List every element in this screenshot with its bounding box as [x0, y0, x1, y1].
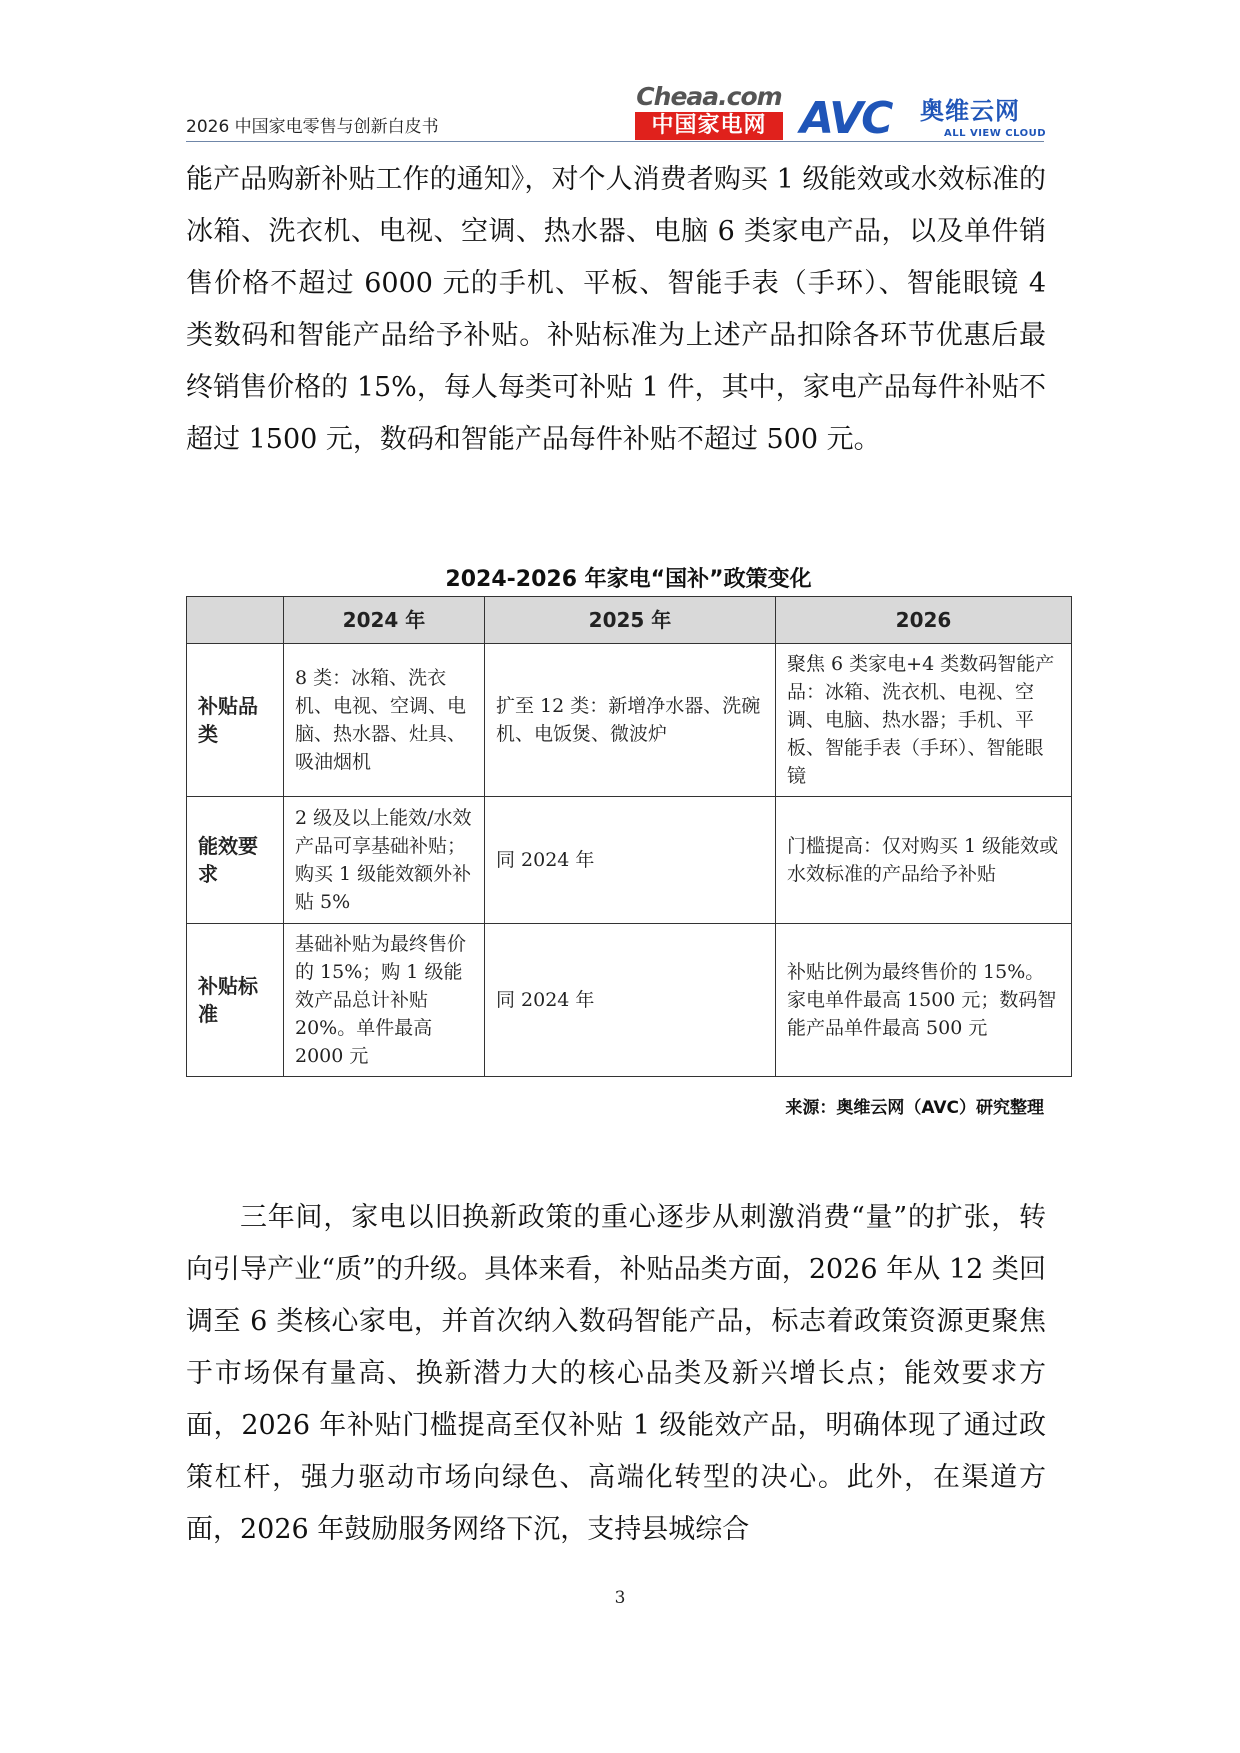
page-number: 3 — [614, 1588, 626, 1608]
cell-2024: 2 级及以上能效/水效产品可享基础补贴；购买 1 级能效额外补贴 5% — [284, 797, 485, 924]
body-paragraph: 能产品购新补贴工作的通知》，对个人消费者购买 1 级能效或水效标准的冰箱、洗衣机、电视、空调、热水器、电脑 6 类家电产品，以及单件销售价格不超过 6000 元的手机、平板、智能手表（手环）、智能眼镜 4 类数码和智能产品给予补贴。补贴标准为上述产品扣除各环节优惠后最终销售价格的 15%，每人每类可补贴 1 件，其中，家电产品每件补贴不超过 1500 元，数码和智能产品每件补贴不超过 500 元。 — [186, 164, 1046, 455]
avc-logo-subtitle: ALL VIEW CLOUD — [944, 128, 1047, 139]
cell-2024: 基础补贴为最终售价的 15%；购 1 级能效产品总计补贴 20%。单件最高 2000 元 — [284, 924, 485, 1077]
cell-2024: 8 类：冰箱、洗衣机、电视、空调、电脑、热水器、灶具、吸油烟机 — [284, 644, 485, 797]
table-header-row — [187, 597, 1072, 644]
table-title: 2024-2026 年家电“国补”政策变化 — [445, 567, 812, 592]
cell-2026: 聚焦 6 类家电+4 类数码智能产品：冰箱、洗衣机、电视、空调、电脑、热水器；手机、平板、智能手表（手环）、智能眼镜 — [776, 644, 1072, 797]
cell-2025: 同 2024 年 — [485, 924, 776, 1077]
table-row — [187, 924, 1072, 1077]
table-header-2026: 2026 — [776, 597, 1072, 644]
body-paragraph: 三年间，家电以旧换新政策的重心逐步从刺激消费“量”的扩张，转向引导产业“质”的升级。具体来看，补贴品类方面，2026 年从 12 类回调至 6 类核心家电，并首次纳入数码智能产品，标志着政策资源更聚焦于市场保有量高、换新潜力大的核心品类及新兴增长点；能效要求方面，2026 年补贴门槛提高至仅补贴 1 级能效产品，明确体现了通过政策杠杆，强力驱动市场向绿色、高端化转型的决心。此外，在渠道方面，2026 年鼓励服务网络下沉，支持县城综合 — [186, 1202, 1046, 1545]
avc-logo-name: 奥维云网 — [920, 97, 1020, 125]
avc-logo-mark: AVC — [800, 93, 892, 144]
row-label: 能效要求 — [187, 797, 284, 924]
table-header-2025: 2025 年 — [485, 597, 776, 644]
cell-2026: 门槛提高：仅对购买 1 级能效或水效标准的产品给予补贴 — [776, 797, 1072, 924]
table-row — [187, 644, 1072, 797]
cheaa-logo — [635, 84, 783, 144]
cell-2026: 补贴比例为最终售价的 15%。家电单件最高 1500 元；数码智能产品单件最高 500 元 — [776, 924, 1072, 1077]
avc-logo — [800, 93, 1060, 144]
table-header-2024: 2024 年 — [284, 597, 485, 644]
table-row — [187, 797, 1072, 924]
row-label: 补贴品类 — [187, 644, 284, 797]
row-label: 补贴标准 — [187, 924, 284, 1077]
cell-2025: 扩至 12 类：新增净水器、洗碗机、电饭煲、微波炉 — [485, 644, 776, 797]
document-header-title: 2026 中国家电零售与创新白皮书 — [186, 117, 439, 137]
header-divider — [186, 141, 1044, 142]
policy-comparison-table — [186, 596, 1072, 1077]
cell-2025: 同 2024 年 — [485, 797, 776, 924]
cheaa-logo-name: 中国家电网 — [635, 112, 783, 140]
table-source-note: 来源：奥维云网（AVC）研究整理 — [785, 1098, 1044, 1118]
table-header-corner — [187, 597, 284, 644]
cheaa-logo-domain: Cheaa.com — [636, 82, 782, 111]
